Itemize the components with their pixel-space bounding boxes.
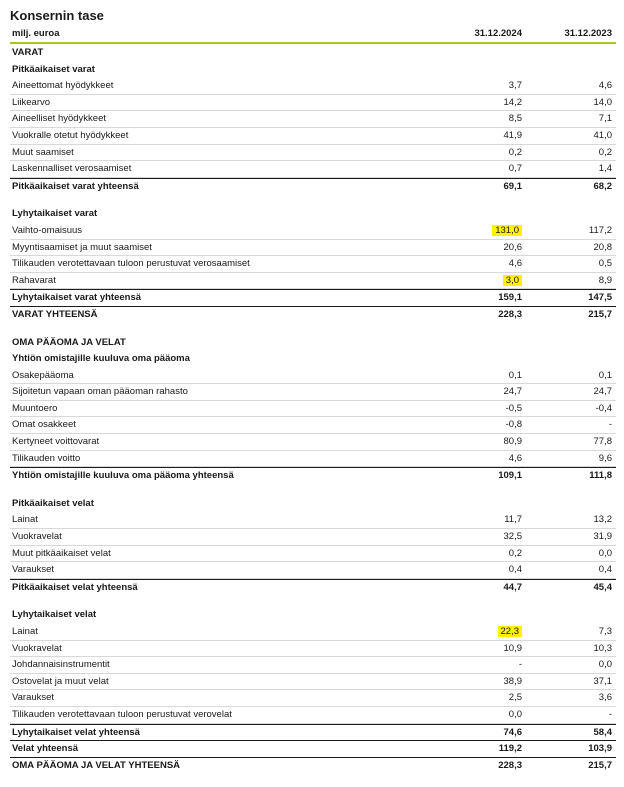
cell-value: 0,4	[508, 564, 522, 576]
value-2024	[504, 128, 523, 145]
value-2024	[492, 223, 522, 240]
total-row	[10, 467, 616, 484]
table-row	[10, 451, 616, 468]
section-heading	[10, 45, 616, 62]
value-2023: 7,1	[598, 113, 612, 125]
value-2024	[519, 657, 522, 674]
column-header-2023: 31.12.2023	[564, 28, 612, 39]
subsection-heading	[10, 351, 616, 368]
value-2024	[504, 725, 523, 742]
section-heading	[10, 335, 616, 352]
row-label: Lyhytaikaiset varat	[12, 208, 98, 220]
value-2023: 111,8	[589, 470, 612, 482]
row-label: Lyhytaikaiset varat yhteensä	[12, 292, 142, 304]
row-label: Velat yhteensä	[12, 743, 79, 755]
row-label: Tilikauden voitto	[12, 452, 81, 464]
cell-value: -0,8	[505, 419, 522, 431]
row-label: Johdannaisinstrumentit	[12, 659, 110, 671]
value-2023: 7,3	[598, 626, 612, 637]
row-label: Sijoitetun vapaan oman pääoman rahasto	[12, 386, 188, 398]
table-row	[10, 273, 616, 290]
value-2024	[509, 368, 522, 385]
value-2023: 10,3	[593, 642, 612, 654]
row-label: Lyhytaikaiset velat	[12, 609, 97, 621]
value-2023: 117,2	[588, 224, 612, 236]
table-row	[10, 657, 616, 674]
value-2023: 4,6	[598, 80, 612, 92]
cell-value: 14,2	[503, 96, 522, 108]
value-2023: 77,8	[593, 436, 612, 448]
row-spacer	[10, 484, 616, 496]
cell-value: 2,5	[508, 692, 522, 704]
cell-value: 0,2	[508, 146, 522, 158]
cell-value: 8,5	[508, 113, 522, 125]
value-2023: 0,1	[598, 369, 612, 381]
value-2024	[503, 273, 522, 290]
value-2024	[504, 580, 523, 597]
value-2024	[509, 111, 522, 128]
row-label: Tilikauden verotettavaan tuloon perustuvat verovelat	[12, 708, 232, 720]
cell-value: 74,6	[503, 726, 522, 738]
row-label: Tilikauden verotettavaan tuloon perustuvat verosaamiset	[12, 258, 250, 270]
row-label: Kertyneet voittovarat	[12, 436, 100, 448]
cell-value: 20,6	[503, 241, 522, 253]
value-2024	[504, 240, 523, 257]
cell-value: 228,3	[498, 759, 522, 771]
row-label: Osakepääoma	[12, 369, 74, 381]
value-2023: 103,9	[588, 743, 612, 755]
value-2023: 0,0	[598, 547, 612, 559]
row-label: Lyhytaikaiset velat yhteensä	[12, 726, 140, 738]
cell-value: 44,7	[503, 581, 522, 593]
table-row	[10, 78, 616, 95]
total-row	[10, 178, 616, 195]
row-label: Vuokravelat	[12, 531, 62, 543]
value-2024	[498, 307, 522, 324]
row-label: Muuntoero	[12, 402, 58, 414]
value-2023: 215,7	[588, 759, 612, 771]
row-label: Myyntisaamiset ja muut saamiset	[12, 241, 152, 253]
row-label: Liikearvo	[12, 96, 51, 108]
row-label: Vaihto-omaisuus	[12, 224, 83, 236]
cell-value: 32,5	[503, 531, 522, 543]
value-2023: 20,8	[593, 241, 612, 253]
cell-value: 69,1	[503, 180, 522, 192]
table-row	[10, 562, 616, 579]
cell-value: 4,6	[508, 258, 522, 270]
cell-value: -0,5	[505, 402, 522, 414]
row-label: Omat osakkeet	[12, 419, 76, 431]
row-label: Aineettomat hyödykkeet	[12, 80, 114, 92]
row-label: Vuokralle otetut hyödykkeet	[12, 129, 129, 141]
value-2024	[509, 145, 522, 162]
value-2024	[504, 674, 523, 691]
value-2024	[504, 529, 523, 546]
total-row	[10, 740, 616, 757]
value-2024	[504, 512, 522, 529]
subsection-heading	[10, 62, 616, 79]
table-row	[10, 95, 616, 112]
row-spacer	[10, 595, 616, 607]
value-2024	[504, 95, 523, 112]
unit-label: milj. euroa	[12, 28, 60, 39]
row-label: Pitkäaikaiset velat	[12, 497, 94, 509]
value-2023: 0,0	[598, 659, 612, 671]
value-2024	[509, 78, 522, 95]
value-2023: 0,2	[598, 146, 612, 158]
value-2023: 13,2	[593, 514, 612, 526]
total-row	[10, 724, 616, 741]
cell-value: 228,3	[498, 308, 522, 320]
table-row	[10, 529, 616, 546]
row-spacer	[10, 194, 616, 206]
value-2023: 1,4	[598, 163, 612, 175]
row-label: Ostovelat ja muut velat	[12, 675, 109, 687]
table-row	[10, 641, 616, 658]
value-2023: 8,9	[598, 274, 612, 286]
value-2023: 68,2	[593, 180, 612, 192]
value-2023: 147,5	[588, 292, 612, 304]
value-2023: -	[608, 419, 612, 431]
row-label: Varaukset	[12, 564, 55, 576]
value-2024	[509, 256, 522, 273]
table-row	[10, 223, 616, 240]
table-row	[10, 240, 616, 257]
row-label: Yhtiön omistajille kuuluva oma pääoma yhteensä	[12, 470, 234, 482]
value-2023: -	[608, 708, 612, 720]
highlighted-value: 3,0	[503, 275, 522, 286]
cell-value: 0,0	[508, 708, 522, 720]
subsection-heading	[10, 496, 616, 513]
cell-value: 0,1	[508, 369, 522, 381]
row-label: Lainat	[12, 626, 38, 637]
cell-value: 0,7	[508, 163, 522, 175]
value-2023: 9,6	[598, 452, 612, 464]
table-row	[10, 707, 616, 724]
table-row	[10, 161, 616, 178]
table-row	[10, 128, 616, 145]
value-2023: 0,5	[598, 258, 612, 270]
row-label: Muut pitkäaikaiset velat	[12, 547, 111, 559]
cell-value: 38,9	[503, 675, 522, 687]
cell-value: 0,2	[508, 547, 522, 559]
table-row	[10, 384, 616, 401]
row-label: Rahavarat	[12, 274, 56, 286]
value-2024	[498, 290, 522, 307]
value-2024	[498, 624, 523, 641]
value-2023: 37,1	[593, 675, 612, 687]
row-label: Laskennalliset verosaamiset	[12, 163, 132, 175]
value-2023: 3,6	[598, 692, 612, 704]
page-title: Konsernin tase	[10, 8, 104, 23]
value-2024	[509, 451, 522, 468]
table-row	[10, 111, 616, 128]
value-2023: 45,4	[593, 581, 612, 593]
cell-value: -	[518, 659, 522, 671]
subsection-heading	[10, 607, 616, 624]
cell-value: 159,1	[498, 292, 522, 304]
table-row	[10, 624, 616, 641]
highlighted-value: 22,3	[498, 626, 523, 637]
row-label: VARAT	[12, 47, 44, 58]
value-2024	[506, 401, 522, 418]
value-2023: -0,4	[595, 402, 612, 414]
cell-value: 119,2	[498, 743, 522, 755]
table-row	[10, 256, 616, 273]
cell-value: 3,7	[508, 80, 522, 92]
value-2024	[509, 707, 522, 724]
cell-value: 80,9	[503, 436, 522, 448]
table-row	[10, 401, 616, 418]
value-2023: 14,0	[593, 96, 612, 108]
cell-value: 24,7	[503, 386, 522, 398]
table-row	[10, 145, 616, 162]
value-2024	[504, 641, 523, 658]
value-2024	[504, 179, 523, 196]
table-row	[10, 434, 616, 451]
table-row	[10, 368, 616, 385]
value-2024	[499, 741, 522, 758]
value-2024	[509, 161, 522, 178]
row-label: Muut saamiset	[12, 146, 74, 158]
row-label: Pitkäaikaiset varat	[12, 63, 95, 75]
value-2023: 24,7	[593, 386, 612, 398]
row-label: Pitkäaikaiset varat yhteensä	[12, 180, 139, 192]
cell-value: 11,7	[504, 514, 522, 526]
total-row	[10, 757, 616, 774]
table-row	[10, 417, 616, 434]
value-2023: 41,0	[593, 129, 612, 141]
row-label: Vuokravelat	[12, 642, 62, 654]
value-2023: 31,9	[593, 531, 612, 543]
total-row	[10, 306, 616, 323]
balance-sheet-table	[10, 45, 616, 773]
row-label: Lainat	[12, 514, 38, 526]
total-row	[10, 289, 616, 306]
value-2024	[504, 384, 523, 401]
highlighted-value: 131,0	[492, 225, 522, 236]
value-2024	[498, 468, 522, 485]
value-2024	[509, 690, 522, 707]
row-label: Aineelliset hyödykkeet	[12, 113, 106, 125]
row-label: Yhtiön omistajille kuuluva oma pääoma	[12, 353, 190, 365]
table-row	[10, 674, 616, 691]
cell-value: 109,1	[498, 470, 522, 482]
value-2024	[509, 562, 522, 579]
row-label: Pitkäaikaiset velat yhteensä	[12, 581, 138, 593]
cell-value: 41,9	[503, 129, 522, 141]
table-header	[10, 26, 616, 44]
value-2024	[509, 546, 522, 563]
table-row	[10, 690, 616, 707]
cell-value: 10,9	[503, 642, 522, 654]
subsection-heading	[10, 206, 616, 223]
row-spacer	[10, 323, 616, 335]
value-2024	[498, 758, 522, 775]
value-2023: 0,4	[598, 564, 612, 576]
cell-value: 4,6	[508, 452, 522, 464]
total-row	[10, 579, 616, 596]
row-label: Varaukset	[12, 692, 55, 704]
value-2023: 215,7	[588, 308, 612, 320]
value-2024	[504, 434, 523, 451]
row-label: OMA PÄÄOMA JA VELAT YHTEENSÄ	[12, 759, 181, 771]
table-row	[10, 512, 616, 529]
value-2023: 58,4	[593, 726, 612, 738]
row-label: VARAT YHTEENSÄ	[12, 308, 98, 320]
column-header-2024: 31.12.2024	[474, 28, 522, 39]
table-row	[10, 546, 616, 563]
row-label: OMA PÄÄOMA JA VELAT	[12, 336, 126, 348]
value-2024	[506, 417, 522, 434]
